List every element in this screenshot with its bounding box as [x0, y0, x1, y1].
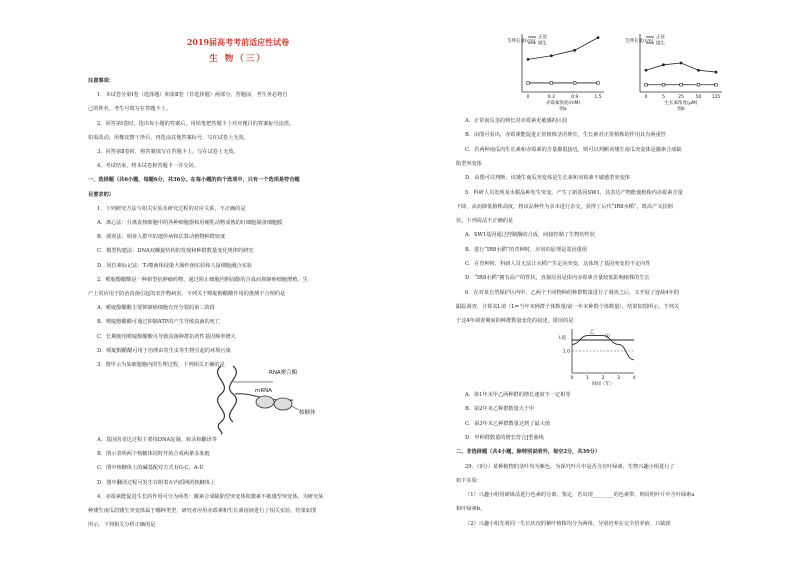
- text-line: C．第3年末乙种群数量达到了最大值: [465, 420, 551, 427]
- text-line: 5．科研人员发现某水稻品种发生突变，产生了新基因SW1，其表达产物能使植株内赤霉素含量: [465, 189, 683, 196]
- chart-auxin: [624, 26, 734, 114]
- text-line: 种矮生南瓜的矮生突变体属于哪种类型，研究者应用赤霉素和生长素溶液进行了相关实验，结果如图: [88, 508, 317, 514]
- text-line: A．基因的表达过程主要指DNA复制、转录和翻译等: [97, 437, 217, 443]
- text-line: D．甲种群数量的增长符合J型曲线: [465, 434, 544, 441]
- text-line: 一、选择题（共6小题，每题6分，共36分。在每小题的四个选项中，只有一个选项是符合题: [88, 177, 300, 184]
- text-line: A．第1年末甲乙两种群的增长速度不一定相等: [465, 392, 571, 398]
- text-line: 2、回答第Ⅰ卷时，选出每小题的答案后，用铅笔把答题卡上对应题目的答案标号涂黑，: [97, 120, 295, 127]
- x-tick-label: 0: [644, 95, 648, 100]
- text-line: A．正常南瓜茎的伸长对赤霉素更敏感的区段: [465, 118, 568, 124]
- x-tick-label: 5: [662, 95, 665, 100]
- text-line: 29．（9分）某种植物的茎叶均为紫色，为探究叶片中是否含有叶绿素，生物兴趣小组进行了: [465, 463, 675, 470]
- x-axis-label: 时间（年）: [591, 382, 615, 387]
- series-line-乙: [572, 336, 634, 360]
- text-line: C．图中核糖体上的碱基配对方式有G-C、A-U: [97, 465, 204, 472]
- x-tick-label: 25: [678, 95, 684, 100]
- data-point: [573, 49, 576, 52]
- text-line: 伏。下列说法不正确的是: [456, 218, 514, 225]
- legend-label: 正常: [538, 35, 547, 41]
- text-line: B．进行“IR8水稻”的育种时，应用的原理是基因重组: [465, 246, 588, 253]
- x-tick-label: 0: [570, 376, 574, 381]
- data-point: [680, 83, 683, 86]
- x-tick-label: 3: [617, 376, 620, 381]
- text-line: B．哌啶醇醋酸可通过抑制ATP的产生导致真菌的死亡: [97, 319, 221, 326]
- data-point: [597, 82, 600, 85]
- series-label: 乙: [589, 329, 595, 336]
- dna-strand: [218, 366, 225, 434]
- transcription-translation-diagram: [203, 362, 316, 434]
- data-point: [550, 54, 553, 57]
- text-line: （2）兴趣小组先将同一生长状况的紫叶植株均分为两组，分别培养在完全培养液、只缺镁: [465, 520, 671, 527]
- chart-caption: 图a: [559, 107, 567, 112]
- text-line: B．第2年末乙种群数量大于甲: [465, 406, 535, 413]
- text-line: C．模型构建法：DNA双螺旋结构的发现和种群数量变化规律的研究: [97, 248, 254, 255]
- text-line: 于这4年调查期间的种群数量变化的叙述，错误的是: [456, 318, 574, 325]
- label-rna-polymerase: RNA聚合酶: [269, 370, 298, 376]
- text-line: C．若两种南瓜内生长素和赤霉素的含量都很接近，则可以判断该矮生南瓜突变体是激素合成缺: [465, 146, 682, 153]
- label-mrna: mRNA: [255, 388, 273, 394]
- chart-caption: 图b: [677, 107, 685, 112]
- text-line: 6．在对某自然保护区内甲、乙两个不同物种的种群数量进行了调查之后，又开展了连续4年的: [465, 289, 680, 296]
- text-line: D．“IR8水稻”拥有高产的性状，直接原因是体内赤霉素含量较低影响植株的生长: [465, 275, 650, 282]
- ribosome-shape: [274, 398, 292, 410]
- y-axis-label: L值: [559, 336, 567, 341]
- text-line: 所示。下列相关分析正确的是: [88, 522, 156, 529]
- text-line: 1．下列研究方法与相关实验及研究过程的对应关系，不正确的是: [97, 205, 246, 212]
- x-tick-label: 2: [601, 376, 605, 381]
- text-line: 如下实验：: [456, 477, 482, 484]
- legend-label: 矮生: [656, 41, 665, 47]
- series-label: 甲: [605, 334, 611, 340]
- text-line: 陷型突变体: [456, 160, 482, 167]
- text-line: D．哌啶醇醋醋可用于治理由寄生虫等生物引起的环境污染: [97, 347, 231, 354]
- data-point: [715, 71, 718, 74]
- text-line: B．调查法：调查人群中的遗传病和估算动植物种群密度: [97, 234, 226, 241]
- text-line: 己的姓名、考生号填写在答题卡上。: [88, 106, 172, 113]
- data-point: [527, 82, 530, 85]
- text-line: 和叶绿素b。: [456, 506, 486, 513]
- text-line: C．长期使用哌啶醇醋酸可导致真菌种群抗药性基因频率增大: [97, 333, 236, 340]
- text-line: D．由图可以判断，该矮生南瓜突变体是生长素和赤霉素不敏感型突变体: [465, 175, 630, 182]
- x-tick-label: 4: [632, 376, 636, 381]
- y-tick-label: 1.0: [562, 349, 570, 355]
- x-tick-label: 0: [526, 95, 530, 100]
- text-line: （1）兴趣小组用研钵法进行色素的分离、鉴定，若出现________的色素带，则说明叶片中含叶绿素a: [465, 492, 695, 499]
- text-line: 4．赤霉素能促进生长的作用可分为两类：激素合成缺陷型突变体和激素不敏感型突变体。为研究某: [97, 493, 324, 500]
- data-point: [662, 83, 665, 86]
- text-line: 4、考试结束，将本试卷和答题卡一并交回。: [97, 163, 199, 170]
- text-line: 3．图甲示为某细胞胞内的生理过程，下列相关正确的是: [97, 362, 225, 368]
- text-line: D．同位素标记法：T₂噬菌体侵染大肠杆菌实验和人鼠细胞融合实验: [97, 262, 252, 269]
- text-line: 二、非选择题（共4小题，除特别说明外，每空2分，共39分）: [456, 449, 601, 456]
- data-point: [697, 83, 700, 86]
- text-line: 3、回答第Ⅱ卷时，将答案填写在答题卡上，写在试卷上无效。: [97, 149, 239, 155]
- x-tick-label: 125: [711, 95, 721, 100]
- text-line: B．图示表明两个核糖体同时开始合成两条多肽链: [97, 451, 210, 458]
- data-point: [645, 83, 648, 86]
- text-line: 跟踪调查，计算其L值（L=当年末种群个体数量/前一年末种群个体数量），结果如图所示。下列关: [456, 303, 680, 310]
- exam-title: 2019届高考考前适应性试卷: [186, 37, 290, 47]
- x-axis-label: 赤霉素浓度(mM): [545, 101, 581, 106]
- data-point: [550, 82, 553, 85]
- x-tick-label: 50: [695, 95, 702, 100]
- legend-label: 矮生: [538, 41, 547, 47]
- text-line: 1、本试卷分第Ⅰ卷（选择题）和第Ⅱ卷（非选择题）两部分。答题前，考生务必将自: [97, 92, 288, 99]
- y-axis-label: 茎伸长量(cm): [507, 39, 536, 44]
- x-tick-label: 0.9: [571, 95, 579, 100]
- ribosome-shape: [256, 396, 274, 408]
- text-line: 2．哌啶醇醋酸是一种新型抗肿瘤药物，通过阻止细胞内胆固醇的合成而抑制癌细胞增殖，生: [97, 276, 308, 283]
- y-axis-label: 茎伸长量(cm): [625, 39, 654, 44]
- data-point: [680, 62, 683, 65]
- text-line: D．图中翻译过程可发生在附着在内质网的核糖体上: [97, 479, 216, 486]
- chart-l-value: [558, 325, 648, 389]
- text-line: 下降，从而降低植株高度。将该品种作为亲本进行杂交，获得了后代“IR8水稻”，既高产又抗倒: [456, 203, 673, 210]
- data-point: [662, 63, 665, 66]
- text-line: 注意事项：: [88, 78, 114, 84]
- data-point: [597, 36, 600, 39]
- legend-label: 正常: [656, 35, 665, 41]
- text-line: A．SW1基因通过控制酶的合成，间接控制了生物的性状: [465, 232, 596, 239]
- text-line: B．由图可看出，赤霉素能促进正常植株茎的伸长，生长素对正常植株的作用具有两重性: [465, 132, 666, 139]
- data-point: [573, 82, 576, 85]
- x-tick-label: 1: [586, 376, 589, 381]
- x-axis-label: 生长素浓度(μM): [664, 101, 698, 106]
- x-tick-label: 0.3: [547, 95, 555, 100]
- exam-subtitle: 生 物（三）: [209, 54, 267, 64]
- x-tick-label: 1.5: [594, 95, 602, 100]
- data-point: [697, 69, 700, 72]
- text-line: 如需改动，用橡皮擦干净后，再选涂其他答案标号。写在试卷上无效。: [88, 134, 249, 141]
- text-line: 目要求的）: [88, 191, 114, 198]
- chart-gibberellin: [506, 26, 616, 114]
- text-line: 产上常应用于防治真菌引起的农作物病害。下列关于哌啶醇醋酸作用的推测不合理的是: [88, 291, 286, 297]
- text-line: C．在育种时，科研人员无法让水稻产生定向突变，这体现了基因突变的不定向性: [465, 261, 651, 267]
- text-line: A．离心法：分离真核细胞中的各种细胞器和用哺乳动物成熟的红细胞制备细胞膜: [97, 220, 283, 226]
- label-ribosome: 核糖体: [299, 410, 316, 416]
- text-line: A．哌啶醇醋酸主要抑制癌细胞有丝分裂的第三阶段: [97, 305, 215, 312]
- data-point: [645, 69, 648, 72]
- data-point: [527, 58, 530, 61]
- data-point: [715, 83, 718, 86]
